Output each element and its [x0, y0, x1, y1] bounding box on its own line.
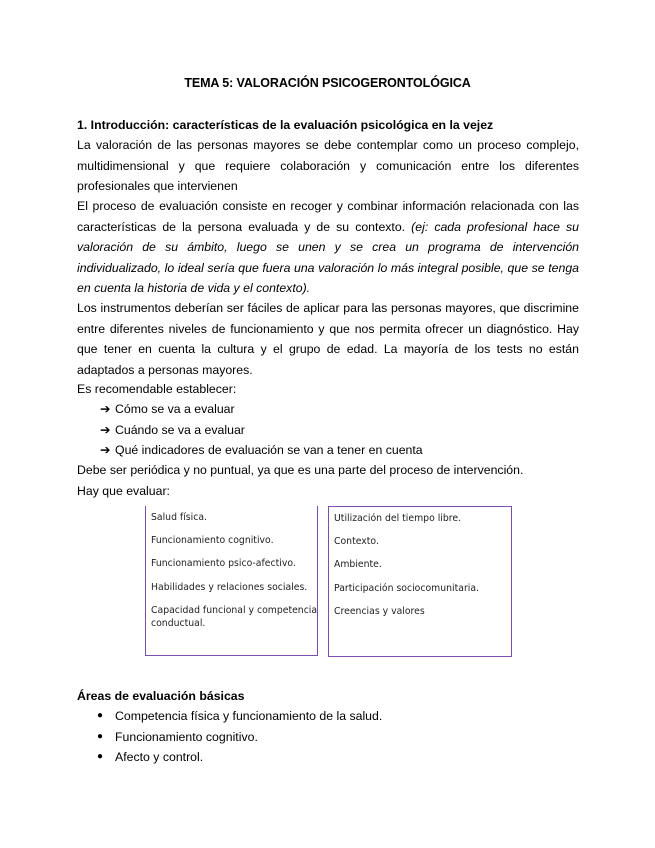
table-cell: Creencias y valores — [334, 606, 425, 617]
table-cell: Utilización del tiempo libre. — [334, 513, 462, 524]
table-cell: Contexto. — [334, 536, 379, 547]
table-cell: Ambiente. — [334, 559, 382, 570]
bullet-dot-icon: ● — [97, 751, 104, 762]
paragraph-4: Es recomendable establecer: — [77, 382, 237, 396]
page-title: TEMA 5: VALORACIÓN PSICOGERONTOLÓGICA — [184, 76, 471, 90]
section-1-heading: 1. Introducción: características de la evaluación psicológica en la vejez — [77, 118, 494, 132]
paragraph-3: Los instrumentos deberían ser fáciles de aplicar para las personas mayores, que discrimine entre diferentes niveles de funcionamiento y que nos permita ofrecer un diagnóstico. Hay que tener en cuenta la cultura y el grupo de edad. La mayoría de los tests no están adaptados a personas mayores. — [77, 301, 579, 377]
evaluation-table-right — [328, 506, 512, 657]
paragraph-2 — [77, 196, 579, 299]
paragraph-2-example: (ej: cada profesional hace su valoración de su ámbito, luego se unen y se crea un programa de intervención individualizado, lo ideal sería que fuera una valoración lo más integral posible, que se tenga en cuenta la historia de vida y el contexto). — [77, 219, 579, 295]
evaluation-table-left — [145, 506, 318, 656]
bullet-dot-icon: ● — [97, 730, 104, 742]
paragraph-2-text: El proceso de evaluación consiste en recoger y combinar información relacionada con las características de la persona evaluada y de su contexto. — [77, 199, 579, 234]
table-cell: Participación sociocomunitaria. — [334, 583, 479, 594]
arrow-right-icon: ➔ — [100, 443, 111, 457]
paragraph-5: Debe ser periódica y no puntual, ya que es una parte del proceso de intervención. — [77, 463, 524, 477]
table-cell: Habilidades y relaciones sociales. — [151, 582, 308, 593]
table-cell: Salud física. — [151, 512, 207, 523]
arrow-list-item: ➔ Cuándo se va a evaluar — [100, 420, 423, 441]
bullet-list-item: ● Funcionamiento cognitivo. — [97, 727, 382, 748]
arrow-right-icon: ➔ — [100, 422, 111, 437]
arrow-list — [100, 399, 423, 461]
arrow-right-icon: ➔ — [100, 402, 111, 416]
table-cell: Funcionamiento cognitivo. — [151, 535, 274, 546]
table-cell: Capacidad funcional y competencia conductual. — [151, 605, 318, 629]
bullet-dot-icon: ● — [97, 710, 104, 721]
bullet-list-item: ● Competencia física y funcionamiento de la salud. — [97, 706, 382, 727]
bullet-list-item: ● Afecto y control. — [97, 747, 382, 768]
paragraph-6: Hay que evaluar: — [77, 484, 170, 498]
table-cell: Funcionamiento psico-afectivo. — [151, 558, 296, 569]
arrow-list-item: ➔ Qué indicadores de evaluación se van a tener en cuenta — [100, 440, 423, 461]
paragraph-1: La valoración de las personas mayores se debe contemplar como un proceso complejo, multidimensional y que requiere colaboración y comunicación entre los diferentes profesionales que intervienen — [77, 138, 579, 193]
section-2-heading: Áreas de evaluación básicas — [77, 689, 245, 703]
bullet-list — [97, 706, 382, 768]
arrow-list-item: ➔ Cómo se va a evaluar — [100, 399, 423, 420]
